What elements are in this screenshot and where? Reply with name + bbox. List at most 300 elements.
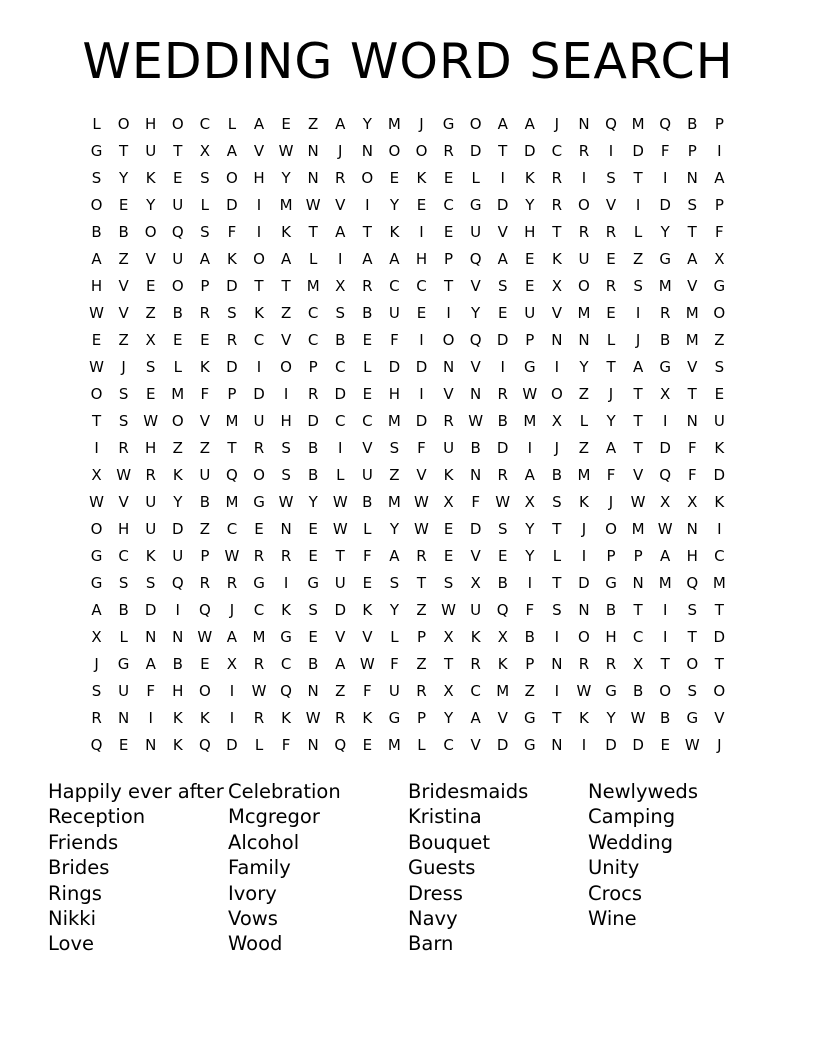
- word-list-column: [408, 779, 588, 957]
- grid-letter: R: [497, 466, 508, 484]
- grid-letter: B: [660, 709, 671, 727]
- grid-letter: A: [524, 466, 535, 484]
- grid-letter: U: [172, 250, 184, 268]
- grid-letter: J: [121, 358, 126, 376]
- grid-letter: O: [144, 223, 157, 241]
- grid-letter: I: [635, 196, 641, 214]
- word-list-item: Guests: [408, 856, 476, 880]
- grid-row: [83, 462, 733, 489]
- grid-letter: Y: [443, 709, 454, 727]
- grid-letter: F: [417, 439, 426, 457]
- word-list-item: Love: [48, 932, 94, 956]
- grid-letter: H: [90, 277, 103, 295]
- grid-letter: Y: [119, 169, 129, 187]
- grid-letter: I: [500, 358, 505, 376]
- grid-letter: E: [497, 547, 508, 565]
- grid-letter: T: [416, 574, 427, 592]
- grid-letter: A: [497, 250, 508, 268]
- grid-letter: R: [551, 196, 563, 214]
- grid-letter: G: [442, 115, 455, 133]
- grid-letter: C: [470, 682, 481, 700]
- grid-letter: R: [578, 223, 590, 241]
- grid-letter: T: [552, 520, 562, 538]
- grid-letter: T: [687, 385, 697, 403]
- grid-letter: M: [523, 412, 537, 430]
- grid-letter: H: [280, 412, 292, 430]
- grid-letter: I: [662, 412, 668, 430]
- grid-row: [83, 192, 733, 219]
- grid-letter: Z: [118, 331, 129, 349]
- grid-letter: S: [606, 169, 616, 187]
- grid-letter: S: [200, 169, 210, 187]
- grid-letter: E: [443, 547, 454, 565]
- grid-letter: J: [608, 385, 614, 403]
- grid-letter: O: [90, 196, 103, 214]
- grid-letter: V: [118, 493, 129, 511]
- grid-letter: N: [551, 331, 563, 349]
- grid-letter: W: [143, 412, 159, 430]
- grid-letter: X: [524, 493, 535, 511]
- grid-letter: V: [118, 304, 129, 322]
- grid-letter: T: [443, 655, 454, 673]
- grid-letter: K: [362, 601, 373, 619]
- grid-letter: P: [416, 709, 426, 727]
- grid-row: [83, 165, 733, 192]
- grid-letter: U: [253, 412, 265, 430]
- grid-letter: A: [335, 115, 346, 133]
- grid-letter: M: [387, 736, 401, 754]
- grid-letter: B: [551, 466, 563, 484]
- grid-letter: E: [281, 115, 291, 133]
- grid-letter: N: [551, 736, 563, 754]
- grid-letter: X: [145, 331, 156, 349]
- grid-letter: O: [605, 520, 617, 538]
- grid-letter: L: [390, 628, 399, 646]
- grid-letter: O: [90, 385, 103, 403]
- grid-letter: A: [389, 250, 400, 268]
- grid-letter: I: [94, 439, 99, 457]
- grid-letter: C: [307, 331, 319, 349]
- grid-letter: T: [498, 142, 508, 160]
- grid-letter: V: [145, 250, 156, 268]
- grid-letter: G: [253, 493, 265, 511]
- grid-letter: Z: [578, 439, 590, 457]
- grid-letter: K: [470, 628, 481, 646]
- grid-letter: D: [226, 358, 238, 376]
- grid-letter: D: [496, 439, 509, 457]
- grid-letter: D: [144, 601, 157, 619]
- grid-letter: P: [606, 547, 616, 565]
- grid-letter: Z: [632, 250, 644, 268]
- grid-letter: E: [525, 277, 535, 295]
- grid-letter: G: [523, 736, 536, 754]
- grid-letter: E: [714, 385, 725, 403]
- grid-letter: R: [226, 331, 238, 349]
- grid-row: [83, 597, 733, 624]
- grid-letter: D: [605, 736, 617, 754]
- grid-letter: I: [662, 628, 668, 646]
- grid-letter: E: [606, 250, 616, 268]
- word-list-item: Bridesmaids: [408, 780, 529, 803]
- word-list-column: [228, 779, 408, 957]
- grid-letter: R: [226, 574, 238, 592]
- grid-letter: C: [362, 412, 373, 430]
- grid-letter: M: [279, 196, 293, 214]
- grid-letter: S: [389, 574, 400, 592]
- grid-letter: X: [226, 655, 238, 673]
- grid-letter: T: [714, 601, 724, 619]
- grid-letter: M: [252, 628, 266, 646]
- grid-letter: N: [145, 736, 157, 754]
- grid-letter: M: [306, 277, 320, 295]
- grid-letter: I: [338, 250, 343, 268]
- grid-letter: U: [388, 682, 400, 700]
- grid-letter: N: [307, 142, 319, 160]
- grid-letter: O: [117, 115, 130, 133]
- grid-letter: N: [442, 358, 455, 376]
- grid-letter: H: [145, 115, 157, 133]
- grid-letter: A: [280, 250, 292, 268]
- grid-letter: F: [687, 439, 697, 457]
- grid-letter: L: [119, 628, 128, 646]
- grid-letter: W: [441, 601, 456, 619]
- grid-row: [83, 489, 733, 516]
- grid-letter: C: [118, 547, 129, 565]
- grid-letter: W: [305, 196, 321, 214]
- grid-letter: S: [118, 412, 129, 430]
- grid-letter: O: [442, 331, 455, 349]
- grid-letter: O: [578, 628, 590, 646]
- grid-letter: M: [577, 466, 591, 484]
- grid-letter: G: [90, 142, 103, 160]
- grid-letter: S: [552, 601, 562, 619]
- grid-letter: W: [630, 709, 646, 727]
- grid-letter: Y: [606, 709, 616, 727]
- grid-letter: D: [632, 736, 644, 754]
- grid-letter: V: [335, 196, 346, 214]
- grid-letter: G: [117, 655, 130, 673]
- grid-letter: M: [685, 331, 699, 349]
- word-list-item: Alcohol: [228, 830, 300, 854]
- grid-letter: V: [470, 358, 481, 376]
- grid-letter: W: [89, 358, 104, 376]
- grid-letter: M: [631, 115, 645, 133]
- grid-letter: G: [388, 709, 401, 727]
- grid-letter: A: [226, 142, 238, 160]
- grid-letter: R: [307, 385, 319, 403]
- grid-letter: S: [281, 439, 291, 457]
- grid-letter: R: [253, 547, 265, 565]
- grid-letter: X: [470, 574, 481, 592]
- grid-letter: W: [630, 493, 646, 511]
- grid-letter: K: [714, 493, 725, 511]
- grid-letter: T: [335, 547, 345, 565]
- grid-letter: W: [224, 547, 240, 565]
- grid-letter: K: [579, 493, 589, 511]
- grid-letter: D: [496, 196, 509, 214]
- grid-letter: H: [117, 520, 130, 538]
- grid-letter: R: [470, 655, 481, 673]
- grid-letter: K: [281, 601, 291, 619]
- grid-letter: S: [497, 277, 508, 295]
- grid-letter: Q: [198, 736, 211, 754]
- grid-letter: I: [338, 439, 343, 457]
- grid-letter: M: [387, 412, 401, 430]
- grid-letter: A: [524, 115, 535, 133]
- grid-letter: M: [171, 385, 185, 403]
- grid-letter: W: [576, 682, 592, 700]
- grid-letter: W: [522, 385, 538, 403]
- grid-letter: P: [200, 547, 210, 565]
- grid-letter: D: [415, 358, 428, 376]
- grid-letter: I: [554, 358, 560, 376]
- grid-letter: E: [443, 520, 454, 538]
- grid-letter: W: [251, 682, 267, 700]
- grid-letter: O: [171, 412, 184, 430]
- grid-letter: I: [419, 331, 424, 349]
- grid-letter: F: [227, 223, 237, 241]
- grid-letter: A: [497, 115, 508, 133]
- grid-letter: M: [685, 304, 699, 322]
- grid-letter: V: [687, 277, 698, 295]
- grid-row: [83, 138, 733, 165]
- grid-letter: H: [524, 223, 536, 241]
- grid-letter: O: [280, 358, 292, 376]
- grid-row: [83, 570, 733, 597]
- grid-letter: R: [91, 709, 102, 727]
- grid-letter: T: [362, 223, 372, 241]
- grid-letter: U: [388, 304, 400, 322]
- grid-letter: D: [469, 142, 482, 160]
- grid-letter: Z: [335, 682, 346, 700]
- grid-letter: N: [280, 520, 292, 538]
- grid-letter: S: [118, 574, 129, 592]
- word-list-item: Crocs: [588, 881, 643, 905]
- grid-letter: B: [497, 574, 508, 592]
- grid-letter: I: [419, 223, 424, 241]
- grid-letter: B: [362, 493, 373, 511]
- word-list-item: Camping: [588, 805, 676, 829]
- grid-letter: X: [335, 277, 346, 295]
- grid-letter: D: [334, 601, 347, 619]
- grid-letter: T: [281, 277, 291, 295]
- word-list-column: [588, 779, 768, 957]
- grid-letter: Z: [199, 520, 210, 538]
- grid-letter: I: [717, 142, 722, 160]
- grid-letter: M: [658, 277, 672, 295]
- grid-letter: O: [578, 277, 590, 295]
- grid-letter: R: [199, 304, 211, 322]
- grid-letter: T: [91, 412, 102, 430]
- grid-letter: R: [605, 223, 617, 241]
- grid-letter: Q: [90, 736, 103, 754]
- grid-letter: T: [633, 601, 643, 619]
- grid-letter: U: [172, 196, 184, 214]
- grid-letter: Y: [362, 115, 372, 133]
- grid-letter: D: [415, 412, 428, 430]
- grid-letter: L: [254, 736, 264, 754]
- grid-letter: D: [632, 142, 644, 160]
- grid-letter: T: [227, 439, 237, 457]
- grid-letter: E: [173, 331, 183, 349]
- grid-letter: J: [419, 115, 424, 133]
- grid-letter: M: [496, 682, 510, 700]
- grid-letter: R: [335, 169, 346, 187]
- grid-letter: Q: [469, 250, 482, 268]
- grid-letter: K: [524, 169, 535, 187]
- grid-letter: V: [253, 142, 265, 160]
- grid-letter: U: [578, 250, 590, 268]
- grid-letter: Q: [226, 466, 238, 484]
- grid-letter: B: [632, 682, 644, 700]
- grid-letter: M: [225, 493, 239, 511]
- grid-letter: B: [335, 331, 346, 349]
- word-list-item: Kristina: [408, 805, 482, 829]
- grid-letter: R: [443, 412, 454, 430]
- grid-letter: R: [253, 709, 265, 727]
- grid-letter: E: [497, 304, 508, 322]
- grid-letter: D: [524, 142, 536, 160]
- grid-letter: X: [443, 628, 454, 646]
- grid-letter: A: [253, 115, 265, 133]
- grid-letter: Y: [660, 223, 670, 241]
- grid-letter: Z: [416, 655, 427, 673]
- grid-letter: I: [446, 304, 451, 322]
- grid-letter: X: [551, 277, 562, 295]
- grid-letter: I: [365, 196, 370, 214]
- grid-letter: D: [469, 520, 482, 538]
- grid-letter: U: [470, 601, 482, 619]
- grid-letter: T: [443, 277, 454, 295]
- grid-letter: R: [605, 277, 617, 295]
- word-list-item: Nikki: [48, 907, 97, 931]
- grid-letter: G: [686, 709, 699, 727]
- grid-letter: I: [635, 304, 641, 322]
- grid-letter: U: [361, 466, 373, 484]
- grid-letter: G: [307, 574, 319, 592]
- grid-letter: Y: [308, 493, 318, 511]
- grid-letter: A: [470, 709, 481, 727]
- grid-letter: S: [552, 493, 562, 511]
- word-list-column: [48, 779, 228, 957]
- grid-letter: L: [363, 520, 372, 538]
- grid-letter: A: [145, 655, 156, 673]
- grid-letter: Q: [605, 115, 617, 133]
- grid-letter: D: [713, 628, 726, 646]
- grid-letter: X: [91, 466, 102, 484]
- word-list-item: Ivory: [228, 881, 277, 905]
- word-list-item: Wine: [588, 907, 637, 931]
- grid-letter: P: [714, 115, 724, 133]
- grid-letter: B: [172, 655, 183, 673]
- grid-letter: U: [172, 547, 184, 565]
- grid-letter: D: [307, 412, 319, 430]
- grid-letter: U: [145, 520, 157, 538]
- grid-letter: R: [145, 466, 156, 484]
- word-list-item: Happily ever after: [48, 780, 224, 803]
- grid-letter: F: [660, 142, 670, 160]
- grid-letter: S: [389, 439, 400, 457]
- grid-letter: J: [554, 439, 560, 457]
- grid-letter: E: [254, 520, 264, 538]
- grid-letter: H: [686, 547, 698, 565]
- grid-letter: W: [278, 142, 294, 160]
- grid-letter: V: [416, 466, 427, 484]
- grid-letter: R: [118, 439, 129, 457]
- grid-letter: Z: [199, 439, 210, 457]
- grid-letter: I: [581, 547, 587, 565]
- grid-letter: Z: [524, 682, 535, 700]
- word-list-item: Rings: [48, 881, 102, 905]
- grid-letter: E: [443, 169, 454, 187]
- grid-letter: F: [715, 223, 724, 241]
- grid-letter: F: [146, 682, 156, 700]
- word-list-item: Wedding: [588, 830, 674, 854]
- grid-letter: D: [496, 736, 509, 754]
- grid-letter: K: [172, 736, 183, 754]
- grid-letter: N: [118, 709, 130, 727]
- grid-letter: G: [523, 358, 536, 376]
- grid-letter: A: [714, 169, 725, 187]
- grid-letter: N: [578, 601, 590, 619]
- grid-letter: Z: [172, 439, 183, 457]
- grid-letter: J: [717, 736, 722, 754]
- grid-letter: X: [687, 493, 698, 511]
- grid-letter: K: [254, 304, 264, 322]
- grid-letter: E: [606, 304, 616, 322]
- grid-letter: C: [389, 277, 400, 295]
- grid-letter: E: [525, 250, 535, 268]
- grid-letter: C: [307, 304, 319, 322]
- grid-letter: N: [686, 520, 698, 538]
- grid-letter: K: [227, 250, 237, 268]
- grid-letter: Q: [334, 736, 347, 754]
- grid-letter: Z: [280, 304, 292, 322]
- grid-letter: B: [118, 601, 129, 619]
- grid-letter: V: [362, 439, 373, 457]
- grid-letter: C: [253, 331, 265, 349]
- grid-row: [83, 273, 733, 300]
- grid-letter: V: [199, 412, 210, 430]
- grid-letter: C: [199, 115, 211, 133]
- grid-letter: G: [90, 547, 103, 565]
- grid-letter: E: [145, 277, 156, 295]
- grid-letter: D: [226, 277, 238, 295]
- grid-letter: O: [550, 385, 563, 403]
- grid-letter: O: [361, 169, 374, 187]
- grid-row: [83, 543, 733, 570]
- grid-letter: Z: [389, 466, 400, 484]
- grid-letter: I: [229, 709, 235, 727]
- grid-letter: U: [145, 493, 157, 511]
- grid-letter: N: [307, 736, 319, 754]
- grid-letter: H: [605, 628, 617, 646]
- grid-letter: E: [362, 574, 373, 592]
- grid-letter: B: [308, 466, 319, 484]
- grid-letter: K: [199, 709, 210, 727]
- grid-letter: C: [226, 520, 238, 538]
- grid-letter: T: [687, 628, 697, 646]
- grid-letter: P: [416, 628, 426, 646]
- grid-letter: L: [606, 331, 616, 349]
- grid-letter: R: [416, 682, 427, 700]
- grid-letter: I: [419, 385, 424, 403]
- grid-letter: A: [687, 250, 698, 268]
- grid-letter: O: [686, 655, 699, 673]
- grid-letter: R: [253, 655, 265, 673]
- grid-letter: T: [552, 574, 562, 592]
- grid-letter: D: [253, 385, 265, 403]
